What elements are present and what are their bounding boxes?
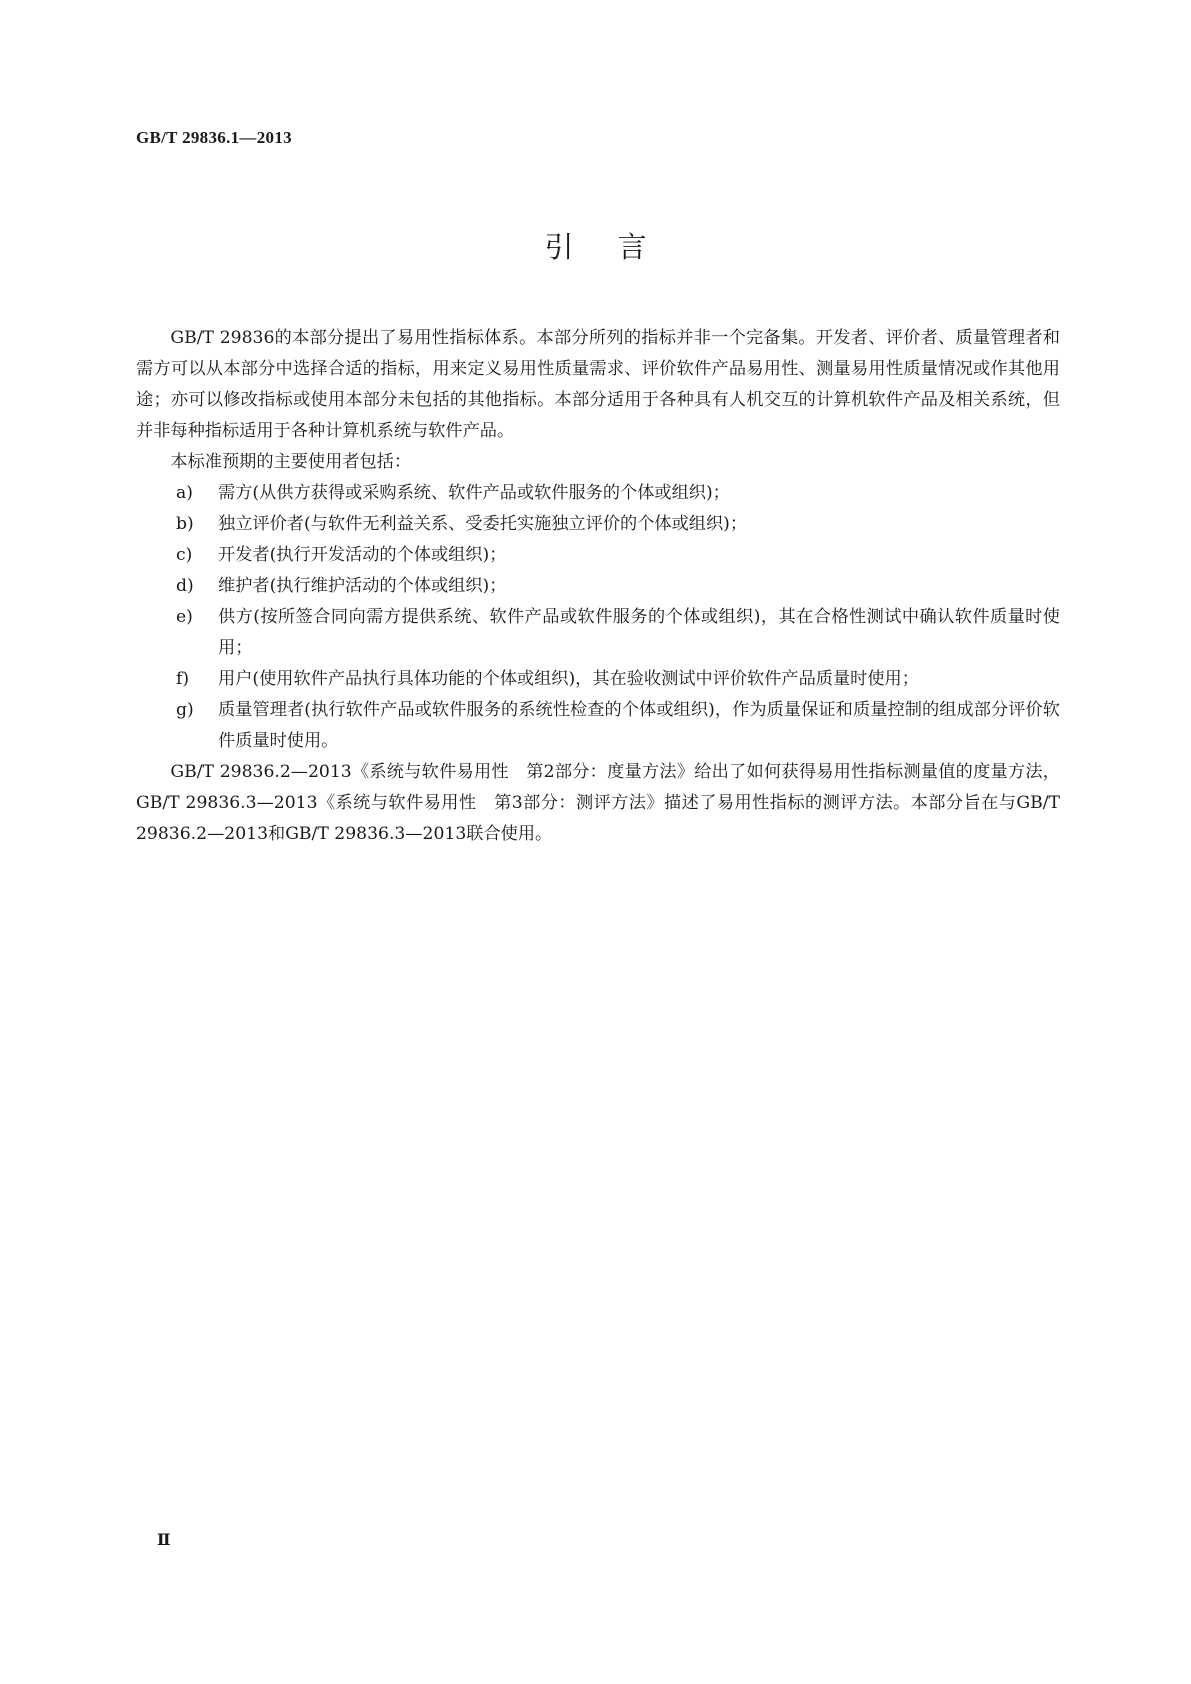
list-item-text: 独立评价者(与软件无利益关系、受委托实施独立评价的个体或组织)； [218, 514, 748, 534]
list-item-text: 用户(使用软件产品执行具体功能的个体或组织)，其在验收测试中评价软件产品质量时使用； [218, 669, 919, 689]
intro-paragraph: GB/T 29836的本部分提出了易用性指标体系。本部分所列的指标并非一个完备集。开发者、评价者、质量管理者和需方可以从本部分中选择合适的指标，用来定义易用性质量需求、评价软件产品易用性、测量易用性质量情况或作其他用途；亦可以修改指标或使用本部分未包括的其他指标。本部分适用于各种具有人机交互的计算机软件产品及相关系统，但并非每种指标适用于各种计算机系统与软件产品。 [136, 328, 1060, 441]
standard-code: GB/T 29836.1—2013 [136, 128, 292, 147]
list-item [136, 664, 1060, 695]
list-item [136, 571, 1060, 602]
list-item [136, 509, 1060, 540]
list-marker: f) [176, 669, 190, 689]
list-marker: b) [176, 514, 194, 534]
list-marker: e) [176, 607, 193, 627]
users-intro: 本标准预期的主要使用者包括： [170, 452, 412, 472]
list-item [136, 478, 1060, 509]
list-item [136, 540, 1060, 571]
document-body [136, 323, 1060, 850]
list-marker: d) [176, 576, 194, 596]
list-item-text: 需方(从供方获得或采购系统、软件产品或软件服务的个体或组织)； [218, 483, 730, 503]
page-title: 引言 [544, 230, 691, 264]
list-item-text: 供方(按所签合同向需方提供系统、软件产品或软件服务的个体或组织)，其在合格性测试中确认软件质量时使用； [218, 607, 1060, 658]
related-standards-paragraph: GB/T 29836.2—2013《系统与软件易用性 第2部分：度量方法》给出了如何获得易用性指标测量值的度量方法，GB/T 29836.3—2013《系统与软件易用性 第3部分：测评方法》描述了易用性指标的测评方法。本部分旨在与GB/T 29836.2—2013和GB/T 29836.3—2013联合使用。 [136, 762, 1060, 844]
list-item [136, 602, 1060, 664]
list-marker: g) [176, 700, 194, 720]
list-item [136, 695, 1060, 757]
page-number: Ⅱ [157, 1532, 171, 1549]
list-item-text: 质量管理者(执行软件产品或软件服务的系统性检查的个体或组织)，作为质量保证和质量控制的组成部分评价软件质量时使用。 [218, 700, 1060, 751]
list-item-text: 开发者(执行开发活动的个体或组织)； [218, 545, 507, 565]
list-marker: a) [176, 483, 193, 503]
list-marker: c) [176, 545, 193, 565]
list-item-text: 维护者(执行维护活动的个体或组织)； [218, 576, 507, 596]
